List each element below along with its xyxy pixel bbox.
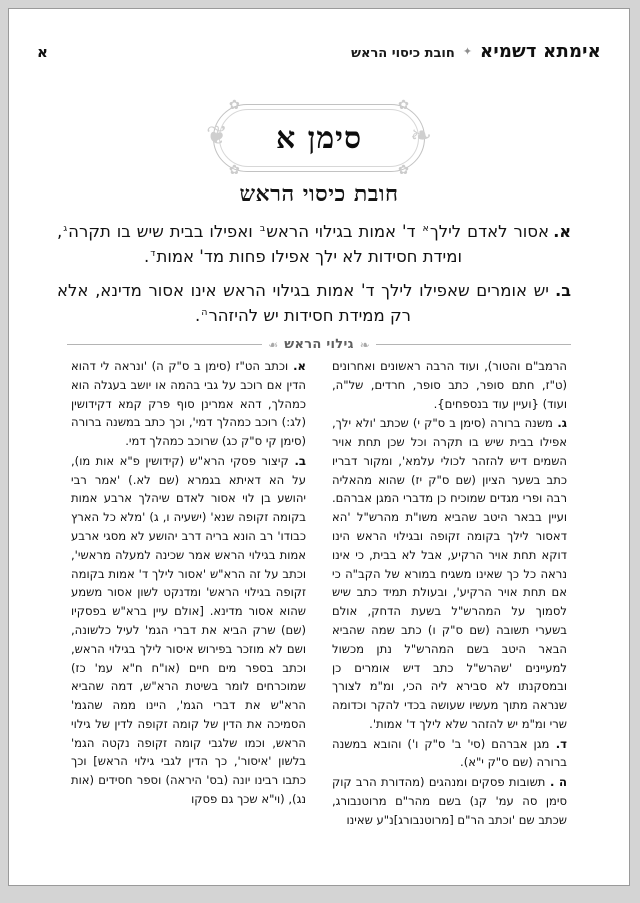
header-ornament-icon: ✦	[462, 45, 473, 58]
footnote-ref[interactable]: ה	[201, 306, 208, 318]
siman-subtitle: חובת כיסוי הראש	[239, 181, 399, 207]
divider-leaf-right-icon: ❧	[359, 337, 370, 352]
header-topic: חובת כיסוי הראש	[351, 46, 455, 61]
note-marker: ב.	[288, 453, 306, 468]
page-sheet	[8, 8, 630, 886]
note-marker: ד.	[549, 736, 567, 751]
running-header	[37, 41, 601, 67]
plaque-flourish-top-left-icon: ✿	[229, 98, 240, 113]
divider-line-left	[67, 344, 262, 345]
plaque-flourish-top-right-icon: ✿	[398, 98, 409, 113]
halacha-item	[57, 278, 571, 328]
commentary-column-right	[71, 357, 306, 825]
footnote-ref[interactable]: ד	[150, 247, 156, 259]
halachot-body	[57, 219, 571, 337]
folio-number: א	[37, 43, 48, 61]
commentary-note	[71, 452, 306, 809]
footnote-ref[interactable]: ב	[259, 222, 266, 234]
plaque-flourish-bottom-left-icon: ✿	[229, 163, 240, 178]
note-marker: א.	[288, 359, 306, 373]
halacha-text: אסור לאדם לילך$^א$ ד' אמות בגילוי הראש$^ב$ ואפילו בבית שיש בו תקרה$^ג$, ומידת חסידות לא ילך אפילו פחות מד' אמות$^ד$.	[57, 222, 549, 267]
book-title: אימתא דשמיא	[480, 41, 601, 62]
halacha-item	[57, 219, 571, 269]
siman-plaque-wrap	[9, 98, 629, 178]
commentary-paragraph: ה . תשובות פסקים ומנהגים (מהדורת הרב קוק סימן סה עמ' קנ) בשם מהר"ם מרוטנבורג, שכתב שם 'וכתב הר"ם [מרוטנבורג]נ"ע שאינו	[332, 775, 567, 825]
commentary-note	[332, 414, 567, 733]
halacha-text: יש אומרים שאפילו לילך ד' אמות בגילוי הראש אינו אסור מדינא, אלא רק ממידת חסידות יש להיזהר$^ה$.	[57, 281, 549, 326]
running-header-right-group	[351, 41, 601, 62]
footnote-ref[interactable]: א	[422, 222, 429, 234]
note-marker: ג.	[552, 416, 567, 431]
commentary-paragraph: ב. קיצור פסקי הרא"ש (קידושין פ"א אות מו), על הא דאיתא בגמרא (שם לא.) 'אמר רבי יהושע בן לוי אסור לאדם שיהלך ארבע אמות בקומה זקופה שנא' (ישעיה ו, ג) 'מלא כל הארץ כבודו' רב הונא בריה דרב יהושע לא מסגי ארבע אמות בגילוי הראש אמר שכינה למעלה מראשי', וכתב על זה הרא"ש 'אסור לילך ד' אמות בקומה זקופה בגילוי הראש' ומדנקט לשון אסור משמע שהוא אסור מדינא. [אולם עיין ברא"ש בפסקיו (שם) שרק הביא את דברי הגמ' לעיל כלשונה, ושם לא מוזכר בפירוש איסור לילך בגילוי הראש, וכתב בספר מים חיים (או"ח ח"א עמ' כז) שמוכרחים לומר בשיטת הרא"ש, דמה שהביא הרא"ש את דברי הגמ', היינו ממה שהגמ' הסמיכה את הדין של קומה זקופה לדין של גילוי הראש, וכמו שלגבי קומה זקופה נקטה הגמ' בלשון 'איסור', כך הדין לגבי גילוי הראש] וכך כתבו רבינו יונה (בס' היראה) וספר חסידים (אות נג), (וי"א שכך גם פסקו	[71, 453, 306, 806]
commentary-paragraph: ג. משנה ברורה (סימן ב ס"ק י) שכתב 'ולא ילך, אפילו בבית שיש בו תקרה וכל שכן תחת אויר השמים דיש להזהר לכולי עלמא', ומקור דבריו כתב בשער הציון (שם ס"ק יז) שהוא מהאליה רבה ופרי מגדים שמוכיח כן מדברי המגן אברהם. ועיין בבאר היטב שהביא משו"ת מהרש"ל 'הא דאסור לילך בקומה זקופה ובגילוי הראש הינו דוקא תחת אויר הרקיע, אבל לא בבית, כי אינו נראה כל כך שאינו משגיח במורא של הקב"ה כי אם תחת אויר הרקיע', ובעולת תמיד כתב שיש לסמוך על המהרש"ל בשעת הדחק, אולם בשערי תשובה (שם ס"ק ו) כתב שמה שהביא הבאר היטב בשם המהרש"ל נתן מכשול למעיינים 'שהרש"ל כתב דיש אומרים כן ובמסקנתו לא סבירא ליה הכי, ומ"מ לצורך שנראה מתוך מעשיו שעושה בכדי להקר וכדומה שרי ומ"מ יש להזהר שלא לילך ד' אמות'.	[332, 416, 567, 731]
commentary-note	[332, 773, 567, 825]
commentary-paragraph: א. וכתב הט"ז (סימן ב ס"ק ה) 'ונראה לי דהוא הדין אם רוכב על גבי בהמה או יושב בעגלה הוא כמהלך, דהא אמרינן סוף פרק קמא דקידושין (לג:) רוכב כמהלך דמי', וכך כתב במשנה ברורה (סימן קי ס"ק כג) שרוכב כמהלך דמי.	[71, 359, 306, 449]
divider-line-right	[376, 344, 571, 345]
siman-label: סימן א	[275, 120, 363, 156]
section-divider	[67, 337, 571, 352]
commentary-paragraph: הרמב"ם והטור), ועוד הרבה ראשונים ואחרונים (ט"ז, חתם סופר, כתב סופר, חרדים, של"ה, ועוד) {ועיין עוד בנספחים}.	[332, 359, 567, 411]
halacha-marker: ב.	[555, 281, 571, 301]
commentary-column-left	[332, 357, 567, 825]
commentary-note	[332, 735, 567, 773]
note-marker: ה .	[545, 775, 567, 790]
commentary-paragraph: ד. מגן אברהם (סי' ב' ס"ק ו') והובא במשנה ברורה (שם ס"ק י"א).	[332, 736, 567, 770]
siman-plaque	[206, 98, 432, 178]
plaque-flourish-bottom-right-icon: ✿	[398, 163, 409, 178]
footnote-ref[interactable]: ג	[63, 222, 68, 234]
commentary-note	[332, 357, 567, 413]
divider-label: גילוי הראש	[284, 337, 354, 352]
divider-leaf-left-icon: ❧	[268, 337, 279, 352]
commentary-columns	[71, 357, 567, 825]
commentary-note	[71, 357, 306, 451]
plaque-corner-left-ornament-icon: ❦	[206, 121, 228, 151]
plaque-corner-right-ornament-icon: ❧	[410, 121, 432, 151]
halacha-marker: א.	[553, 222, 571, 241]
